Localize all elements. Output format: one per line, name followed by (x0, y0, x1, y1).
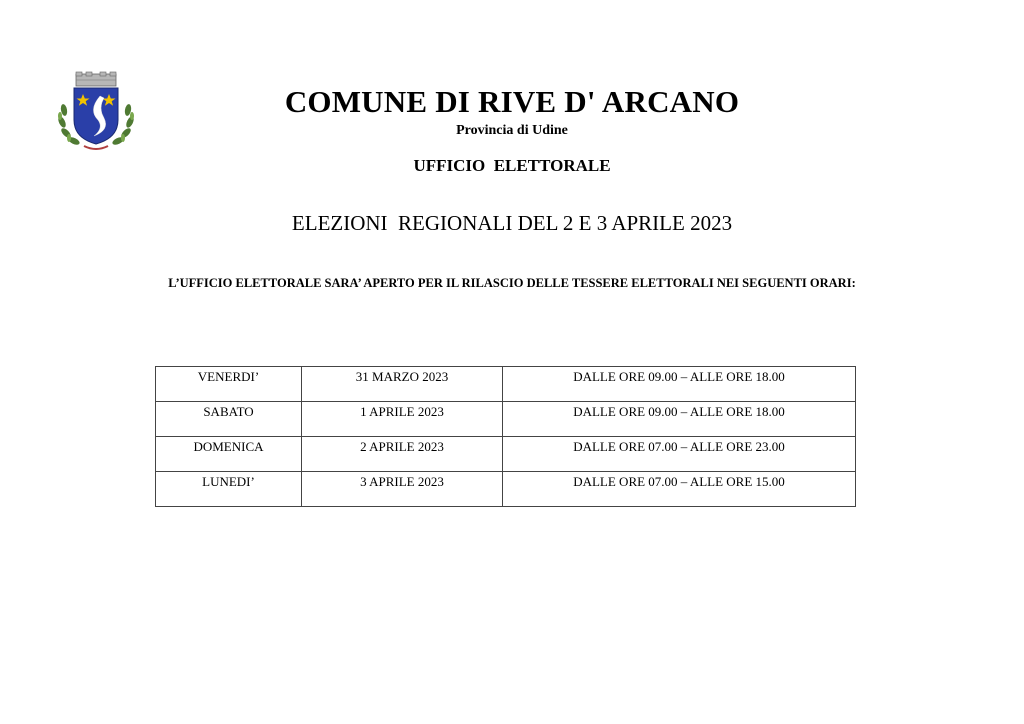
day-cell: LUNEDI’ (156, 472, 302, 507)
table-row (156, 472, 856, 507)
page-title: COMUNE DI RIVE D' ARCANO (284, 84, 740, 119)
hours-cell: DALLE ORE 07.00 – ALLE ORE 15.00 (503, 472, 856, 507)
day-cell: VENERDI’ (156, 367, 302, 402)
table-row (156, 367, 856, 402)
date-cell: 1 APRILE 2023 (302, 402, 503, 437)
date-cell: 2 APRILE 2023 (302, 437, 503, 472)
day-cell: SABATO (156, 402, 302, 437)
hours-cell: DALLE ORE 07.00 – ALLE ORE 23.00 (503, 437, 856, 472)
office-heading: UFFICIO ELETTORALE (413, 156, 611, 175)
date-cell: 31 MARZO 2023 (302, 367, 503, 402)
date-cell: 3 APRILE 2023 (302, 472, 503, 507)
hours-cell: DALLE ORE 09.00 – ALLE ORE 18.00 (503, 402, 856, 437)
hours-cell: DALLE ORE 09.00 – ALLE ORE 18.00 (503, 367, 856, 402)
opening-notice: L’UFFICIO ELETTORALE SARA’ APERTO PER IL RILASCIO DELLE TESSERE ELETTORALI NEI SEGUENTI ORARI: (168, 276, 856, 290)
election-title: ELEZIONI REGIONALI DEL 2 E 3 APRILE 2023 (291, 211, 733, 235)
table-row (156, 402, 856, 437)
schedule-table (155, 366, 856, 507)
day-cell: DOMENICA (156, 437, 302, 472)
province-subtitle: Provincia di Udine (456, 123, 568, 138)
table-row (156, 437, 856, 472)
